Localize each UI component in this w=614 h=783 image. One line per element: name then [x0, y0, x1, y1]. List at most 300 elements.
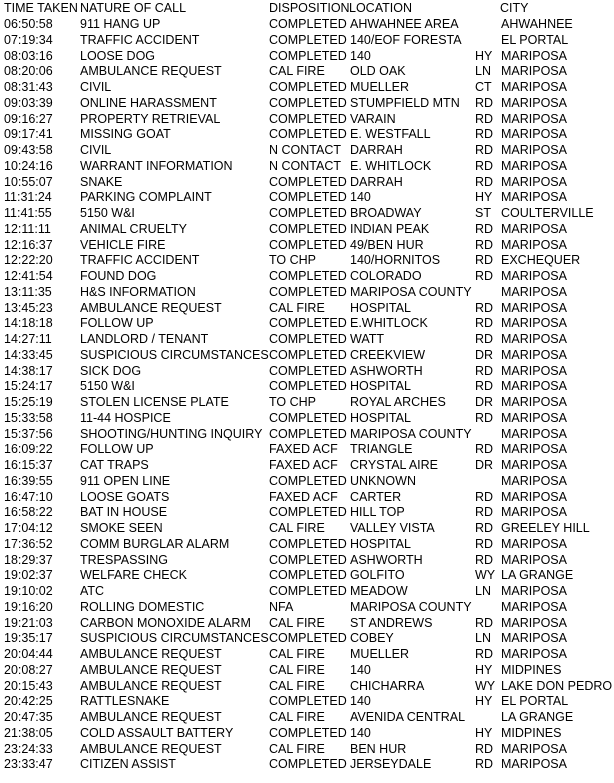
time-cell: 15:24:17 — [4, 379, 53, 394]
street-suffix-cell: RD — [475, 158, 494, 173]
nature-cell: SNAKE — [80, 174, 123, 189]
time-cell: 08:03:16 — [4, 48, 53, 63]
nature-cell: STOLEN LICENSE PLATE — [80, 395, 229, 409]
city-cell: MARIPOSA — [501, 489, 567, 504]
table-row — [0, 80, 614, 96]
time-cell: 16:47:10 — [4, 489, 53, 504]
table-row — [0, 584, 614, 600]
city-cell: EXCHEQUER — [501, 253, 581, 268]
street-suffix-cell: RD — [475, 741, 494, 756]
table-row — [0, 175, 614, 191]
table-row — [0, 190, 614, 206]
street-suffix-cell: RD — [475, 111, 494, 126]
nature-cell: 5150 W&I — [80, 379, 135, 394]
city-cell: MARIPOSA — [501, 347, 567, 362]
disposition-cell: COMPLETED — [269, 111, 347, 126]
header-disposition: DISPOSITION — [269, 1, 350, 15]
street-suffix-cell: DR — [475, 347, 494, 362]
city-cell: MARIPOSA — [501, 395, 567, 409]
street-suffix-cell: HY — [475, 190, 493, 205]
disposition-cell: COMPLETED — [269, 568, 347, 583]
location-cell: BEN HUR — [350, 741, 407, 756]
nature-cell: 911 OPEN LINE — [80, 473, 171, 488]
location-cell: HOSPITAL — [350, 410, 411, 425]
nature-cell: LOOSE GOATS — [80, 489, 170, 504]
time-cell: 15:33:58 — [4, 410, 53, 425]
city-cell: MARIPOSA — [501, 584, 567, 598]
nature-cell: LANDLORD / TENANT — [80, 332, 209, 346]
table-row — [0, 726, 614, 742]
city-cell: MARIPOSA — [501, 552, 567, 567]
header-time-taken: TIME TAKEN — [4, 1, 78, 15]
time-cell: 20:47:35 — [4, 710, 53, 724]
location-cell: MUELLER — [350, 647, 410, 661]
location-cell: CHICHARRA — [350, 678, 425, 693]
disposition-cell: TO CHP — [269, 395, 316, 409]
nature-cell: ANIMAL CRUELTY — [80, 221, 187, 236]
nature-cell: SUSPICIOUS CIRCUMSTANCES — [80, 347, 269, 362]
street-suffix-cell: RD — [475, 363, 494, 378]
time-cell: 12:22:20 — [4, 253, 53, 268]
header-row — [0, 0, 614, 17]
nature-cell: VEHICLE FIRE — [80, 237, 166, 252]
street-suffix-cell: RD — [475, 253, 494, 268]
table-row — [0, 458, 614, 474]
city-cell: MARIPOSA — [501, 111, 567, 126]
nature-cell: AMBULANCE REQUEST — [80, 662, 222, 677]
disposition-cell: COMPLETED — [269, 505, 347, 520]
nature-cell: CAT TRAPS — [80, 458, 149, 472]
table-row — [0, 269, 614, 285]
disposition-cell: COMPLETED — [269, 694, 347, 709]
disposition-cell: FAXED ACF — [269, 442, 338, 457]
table-row — [0, 490, 614, 506]
street-suffix-cell: RD — [475, 442, 494, 457]
nature-cell: SHOOTING/HUNTING INQUIRY — [80, 426, 263, 441]
time-cell: 21:38:05 — [4, 725, 53, 740]
city-cell: LA GRANGE — [501, 710, 574, 724]
location-cell: COLORADO — [350, 269, 422, 283]
time-cell: 19:21:03 — [4, 615, 53, 630]
location-cell: OLD OAK — [350, 64, 406, 79]
table-row — [0, 679, 614, 695]
disposition-cell: CAL FIRE — [269, 710, 325, 724]
nature-cell: SMOKE SEEN — [80, 521, 163, 535]
nature-cell: AMBULANCE REQUEST — [80, 64, 222, 79]
nature-cell: CIVIL — [80, 80, 112, 94]
location-cell: GOLFITO — [350, 568, 405, 583]
disposition-cell: COMPLETED — [269, 32, 347, 47]
nature-cell: AMBULANCE REQUEST — [80, 300, 222, 315]
nature-cell: AMBULANCE REQUEST — [80, 678, 222, 693]
nature-cell: 911 HANG UP — [80, 17, 161, 31]
city-cell: MARIPOSA — [501, 332, 567, 346]
street-suffix-cell: RD — [475, 489, 494, 504]
street-suffix-cell: WY — [475, 678, 496, 693]
time-cell: 19:02:37 — [4, 568, 53, 583]
table-row — [0, 348, 614, 364]
city-cell: LAKE DON PEDRO — [501, 678, 613, 693]
city-cell: MARIPOSA — [501, 237, 567, 252]
table-row — [0, 742, 614, 758]
nature-cell: MISSING GOAT — [80, 127, 171, 142]
nature-cell: 11-44 HOSPICE — [80, 410, 171, 425]
location-cell: 140/EOF FORESTA — [350, 32, 462, 47]
city-cell: MARIPOSA — [501, 757, 567, 772]
nature-cell: H&S INFORMATION — [80, 284, 196, 299]
location-cell: DARRAH — [350, 174, 403, 189]
street-suffix-cell: ST — [475, 206, 491, 220]
table-row — [0, 143, 614, 159]
location-cell: STUMPFIELD MTN — [350, 95, 460, 110]
location-cell: MARIPOSA COUNTY — [350, 599, 472, 614]
location-cell: 140 — [350, 725, 371, 740]
street-suffix-cell: RD — [475, 300, 494, 315]
table-row — [0, 474, 614, 490]
city-cell: GREELEY HILL — [501, 521, 590, 535]
time-cell: 12:41:54 — [4, 269, 53, 283]
time-cell: 19:10:02 — [4, 584, 53, 598]
street-suffix-cell: RD — [475, 221, 494, 236]
location-cell: WATT — [350, 332, 385, 346]
disposition-cell: FAXED ACF — [269, 458, 338, 472]
time-cell: 13:45:23 — [4, 300, 53, 315]
disposition-cell: CAL FIRE — [269, 521, 325, 535]
location-cell: E. WHITLOCK — [350, 158, 432, 173]
table-row — [0, 238, 614, 254]
disposition-cell: COMPLETED — [269, 473, 347, 488]
time-cell: 09:43:58 — [4, 143, 53, 157]
time-cell: 11:41:55 — [4, 206, 52, 220]
city-cell: MARIPOSA — [501, 300, 567, 315]
disposition-cell: COMPLETED — [269, 127, 347, 142]
disposition-cell: COMPLETED — [269, 332, 347, 346]
location-cell: HOSPITAL — [350, 379, 411, 394]
nature-cell: ROLLING DOMESTIC — [80, 599, 205, 614]
nature-cell: RATTLESNAKE — [80, 694, 170, 709]
time-cell: 15:37:56 — [4, 426, 53, 441]
location-cell: HILL TOP — [350, 505, 405, 520]
street-suffix-cell: RD — [475, 647, 494, 661]
time-cell: 07:19:34 — [4, 32, 53, 47]
time-cell: 12:11:11 — [4, 221, 51, 236]
table-row — [0, 505, 614, 521]
nature-cell: PROPERTY RETRIEVAL — [80, 111, 221, 126]
street-suffix-cell: LN — [475, 64, 491, 79]
table-row — [0, 253, 614, 269]
disposition-cell: COMPLETED — [269, 206, 347, 220]
disposition-cell: CAL FIRE — [269, 615, 325, 630]
city-cell: MARIPOSA — [501, 190, 567, 205]
city-cell: COULTERVILLE — [501, 206, 594, 220]
disposition-cell: CAL FIRE — [269, 662, 325, 677]
table-row — [0, 316, 614, 332]
city-cell: MIDPINES — [501, 725, 562, 740]
location-cell: COBEY — [350, 631, 394, 646]
city-cell: MARIPOSA — [501, 410, 567, 425]
time-cell: 20:15:43 — [4, 678, 53, 693]
city-cell: MARIPOSA — [501, 284, 567, 299]
nature-cell: 5150 W&I — [80, 206, 135, 220]
table-row — [0, 112, 614, 128]
disposition-cell: COMPLETED — [269, 757, 347, 772]
location-cell: JERSEYDALE — [350, 757, 432, 772]
table-row — [0, 222, 614, 238]
street-suffix-cell: HY — [475, 694, 493, 709]
nature-cell: CARBON MONOXIDE ALARM — [80, 615, 251, 630]
time-cell: 16:39:55 — [4, 473, 53, 488]
location-cell: 140 — [350, 694, 371, 709]
table-row — [0, 285, 614, 301]
disposition-cell: COMPLETED — [269, 48, 347, 63]
table-row — [0, 332, 614, 348]
street-suffix-cell: LN — [475, 584, 491, 598]
location-cell: BROADWAY — [350, 206, 422, 220]
nature-cell: AMBULANCE REQUEST — [80, 710, 222, 724]
street-suffix-cell: RD — [475, 410, 494, 425]
city-cell: MARIPOSA — [501, 536, 567, 551]
table-row — [0, 647, 614, 663]
time-cell: 20:42:25 — [4, 694, 53, 709]
table-row — [0, 159, 614, 175]
nature-cell: PARKING COMPLAINT — [80, 190, 212, 205]
street-suffix-cell: RD — [475, 332, 494, 346]
location-cell: TRIANGLE — [350, 442, 413, 457]
city-cell: MARIPOSA — [501, 127, 567, 142]
disposition-cell: COMPLETED — [269, 237, 347, 252]
time-cell: 06:50:58 — [4, 17, 53, 31]
time-cell: 12:16:37 — [4, 237, 53, 252]
disposition-cell: COMPLETED — [269, 316, 347, 331]
city-cell: MARIPOSA — [501, 615, 567, 630]
location-cell: CREEKVIEW — [350, 347, 426, 362]
disposition-cell: COMPLETED — [269, 379, 347, 394]
city-cell: MARIPOSA — [501, 379, 567, 394]
nature-cell: ONLINE HARASSMENT — [80, 95, 217, 110]
city-cell: MARIPOSA — [501, 143, 567, 157]
street-suffix-cell: RD — [475, 174, 494, 189]
location-cell: 140 — [350, 662, 371, 677]
location-cell: CARTER — [350, 489, 402, 504]
disposition-cell: COMPLETED — [269, 552, 347, 567]
nature-cell: TRAFFIC ACCIDENT — [80, 32, 200, 47]
disposition-cell: COMPLETED — [269, 584, 347, 598]
city-cell: EL PORTAL — [501, 32, 569, 47]
location-cell: 140/HORNITOS — [350, 253, 441, 268]
city-cell: MARIPOSA — [501, 48, 567, 63]
location-cell: DARRAH — [350, 143, 403, 157]
nature-cell: WARRANT INFORMATION — [80, 158, 233, 173]
time-cell: 16:58:22 — [4, 505, 53, 520]
time-cell: 19:16:20 — [4, 599, 53, 614]
nature-cell: SUSPICIOUS CIRCUMSTANCES — [80, 631, 269, 646]
city-cell: MARIPOSA — [501, 80, 567, 94]
time-cell: 10:55:07 — [4, 174, 53, 189]
street-suffix-cell: RD — [475, 536, 494, 551]
table-row — [0, 206, 614, 222]
location-cell: MARIPOSA COUNTY — [350, 426, 472, 441]
city-cell: MARIPOSA — [501, 442, 567, 457]
time-cell: 14:33:45 — [4, 347, 53, 362]
street-suffix-cell: RD — [475, 143, 494, 157]
disposition-cell: FAXED ACF — [269, 489, 338, 504]
city-cell: MIDPINES — [501, 662, 562, 677]
time-cell: 11:31:24 — [4, 190, 52, 205]
city-cell: MARIPOSA — [501, 741, 567, 756]
table-row — [0, 427, 614, 443]
street-suffix-cell: RD — [475, 552, 494, 567]
table-row — [0, 49, 614, 65]
city-cell: MARIPOSA — [501, 458, 567, 472]
table-row — [0, 710, 614, 726]
disposition-cell: CAL FIRE — [269, 300, 325, 315]
table-row — [0, 521, 614, 537]
street-suffix-cell: RD — [475, 615, 494, 630]
nature-cell: LOOSE DOG — [80, 48, 156, 63]
table-row — [0, 663, 614, 679]
table-row — [0, 364, 614, 380]
table-row — [0, 17, 614, 33]
city-cell: MARIPOSA — [501, 269, 567, 283]
disposition-cell: COMPLETED — [269, 190, 347, 205]
disposition-cell: COMPLETED — [269, 410, 347, 425]
table-row — [0, 64, 614, 80]
location-cell: ASHWORTH — [350, 363, 423, 378]
disposition-cell: CAL FIRE — [269, 741, 325, 756]
disposition-cell: COMPLETED — [269, 725, 347, 740]
disposition-cell: COMPLETED — [269, 269, 347, 283]
table-row — [0, 442, 614, 458]
street-suffix-cell: RD — [475, 95, 494, 110]
table-row — [0, 395, 614, 411]
disposition-cell: COMPLETED — [269, 174, 347, 189]
time-cell: 18:29:37 — [4, 552, 53, 567]
table-row — [0, 127, 614, 143]
table-row — [0, 694, 614, 710]
time-cell: 09:17:41 — [4, 127, 53, 142]
header-nature-of-call: NATURE OF CALL — [80, 1, 187, 15]
time-cell: 14:18:18 — [4, 316, 53, 331]
nature-cell: FOLLOW UP — [80, 316, 154, 331]
location-cell: 140 — [350, 190, 371, 205]
location-cell: VALLEY VISTA — [350, 521, 435, 535]
city-cell: MARIPOSA — [501, 158, 567, 173]
street-suffix-cell: WY — [475, 568, 496, 583]
street-suffix-cell: CT — [475, 80, 492, 94]
table-row — [0, 379, 614, 395]
nature-cell: AMBULANCE REQUEST — [80, 647, 222, 661]
location-cell: ASHWORTH — [350, 552, 423, 567]
table-row — [0, 568, 614, 584]
header-city: CITY — [500, 1, 529, 15]
disposition-cell: TO CHP — [269, 253, 316, 268]
street-suffix-cell: RD — [475, 269, 494, 283]
disposition-cell: N CONTACT — [269, 158, 341, 173]
table-row — [0, 757, 614, 773]
street-suffix-cell: RD — [475, 505, 494, 520]
street-suffix-cell: LN — [475, 631, 491, 646]
time-cell: 20:08:27 — [4, 662, 53, 677]
time-cell: 09:03:39 — [4, 95, 53, 110]
header-location: LOCATION — [349, 1, 412, 15]
city-cell: MARIPOSA — [501, 221, 567, 236]
table-row — [0, 600, 614, 616]
nature-cell: ATC — [80, 584, 105, 598]
city-cell: LA GRANGE — [501, 568, 574, 583]
location-cell: HOSPITAL — [350, 300, 411, 315]
city-cell: MARIPOSA — [501, 631, 567, 646]
nature-cell: AMBULANCE REQUEST — [80, 741, 222, 756]
nature-cell: BAT IN HOUSE — [80, 505, 168, 520]
disposition-cell: COMPLETED — [269, 631, 347, 646]
location-cell: VARAIN — [350, 111, 396, 126]
city-cell: MARIPOSA — [501, 426, 567, 441]
location-cell: AHWAHNEE AREA — [350, 17, 459, 31]
disposition-cell: CAL FIRE — [269, 678, 325, 693]
disposition-cell: NFA — [269, 599, 294, 614]
time-cell: 19:35:17 — [4, 631, 53, 646]
street-suffix-cell: RD — [475, 521, 494, 535]
location-cell: MUELLER — [350, 80, 410, 94]
location-cell: ST ANDREWS — [350, 615, 433, 630]
nature-cell: COMM BURGLAR ALARM — [80, 536, 230, 551]
nature-cell: TRAFFIC ACCIDENT — [80, 253, 200, 268]
disposition-cell: COMPLETED — [269, 284, 347, 299]
nature-cell: FOLLOW UP — [80, 442, 154, 457]
table-row — [0, 537, 614, 553]
time-cell: 17:04:12 — [4, 521, 53, 535]
table-row — [0, 33, 614, 49]
time-cell: 14:27:11 — [4, 332, 52, 346]
disposition-cell: COMPLETED — [269, 17, 347, 31]
time-cell: 13:11:35 — [4, 284, 52, 299]
city-cell: MARIPOSA — [501, 363, 567, 378]
time-cell: 15:25:19 — [4, 395, 53, 409]
location-cell: ROYAL ARCHES — [350, 395, 446, 409]
city-cell: MARIPOSA — [501, 647, 567, 661]
location-cell: AVENIDA CENTRAL — [350, 710, 466, 724]
time-cell: 17:36:52 — [4, 536, 53, 551]
street-suffix-cell: RD — [475, 316, 494, 331]
location-cell: 49/BEN HUR — [350, 237, 424, 252]
nature-cell: CIVIL — [80, 143, 112, 157]
city-cell: MARIPOSA — [501, 473, 567, 488]
street-suffix-cell: DR — [475, 458, 494, 472]
time-cell: 23:24:33 — [4, 741, 53, 756]
time-cell: 23:33:47 — [4, 757, 53, 772]
time-cell: 16:09:22 — [4, 442, 53, 457]
street-suffix-cell: HY — [475, 725, 493, 740]
location-cell: MEADOW — [350, 584, 408, 598]
disposition-cell: N CONTACT — [269, 143, 341, 157]
disposition-cell: COMPLETED — [269, 426, 347, 441]
table-row — [0, 616, 614, 632]
location-cell: MARIPOSA COUNTY — [350, 284, 472, 299]
location-cell: INDIAN PEAK — [350, 221, 430, 236]
call-rows — [0, 17, 614, 773]
disposition-cell: COMPLETED — [269, 221, 347, 236]
table-row — [0, 96, 614, 112]
time-cell: 14:38:17 — [4, 363, 53, 378]
city-cell: MARIPOSA — [501, 505, 567, 520]
nature-cell: WELFARE CHECK — [80, 568, 187, 583]
nature-cell: CITIZEN ASSIST — [80, 757, 176, 772]
disposition-cell: CAL FIRE — [269, 64, 325, 79]
street-suffix-cell: HY — [475, 662, 493, 677]
time-cell: 09:16:27 — [4, 111, 53, 126]
city-cell: AHWAHNEE — [501, 17, 573, 31]
location-cell: UNKNOWN — [350, 473, 416, 488]
